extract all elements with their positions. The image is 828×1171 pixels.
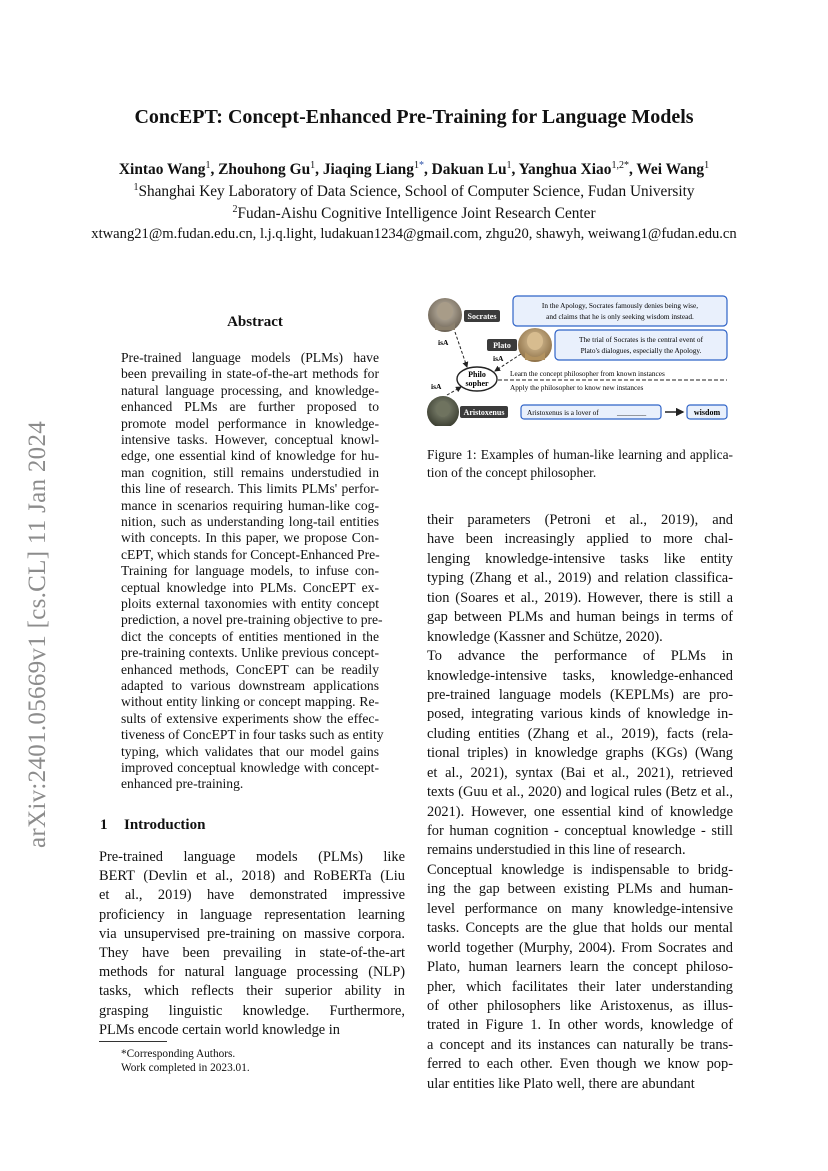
affil-text: Fudan-Aishu Cognitive Intelligence Joint Research Center	[237, 205, 596, 223]
figure-caption	[427, 446, 733, 482]
text-line: Training for language models, to infuse con-	[121, 563, 379, 579]
arxiv-side-stamp: arXiv:2401.05669v1 [cs.CL] 11 Jan 2024	[24, 420, 51, 848]
text-line: lenging knowledge-intensive tasks like entity	[427, 550, 733, 567]
paper-title: ConcEPT: Concept-Enhanced Pre-Training for Language Models	[134, 106, 694, 128]
aristoxenus-portrait	[427, 396, 459, 426]
text-line: have been increasingly applied to more chal-	[427, 531, 733, 548]
concept-label-1: Philo	[468, 370, 486, 379]
corresponding-star[interactable]: *	[418, 160, 424, 171]
text-line: tiveness of ConcEPT in four tasks such as entity	[121, 727, 384, 743]
text-line: tional triples) in knowledge graphs (KGs) (Wang	[427, 745, 733, 762]
text-line: posed, integrating various kinds of knowledge in-	[427, 706, 733, 723]
affiliation	[0, 182, 828, 201]
text-line: typing (Zhang et al., 2019) and relation classifica-	[427, 570, 733, 587]
affil-sup: 2	[232, 204, 238, 215]
box2-line1: The trial of Socrates is the central event of	[579, 335, 703, 344]
plato-portrait	[518, 328, 552, 362]
text-line: BERT (Devlin et al., 2018) and RoBERTa (Liu	[99, 868, 405, 885]
text-line: ceptual knowledge into PLMs. ConcEPT ex-	[121, 579, 379, 595]
caption-line: Figure 1: Examples of human-like learning and applica-	[427, 447, 733, 462]
author-name: Xintao Wang	[118, 161, 206, 179]
text-line: pre-trained language models (KEPLMs) are pro-	[427, 686, 733, 703]
isa-label: isA	[431, 382, 442, 391]
caption-line: tion of the concept philosopher.	[427, 465, 597, 480]
section-number: 1	[100, 817, 108, 833]
text-line: improved conceptual knowledge with concept-	[121, 760, 379, 775]
text-line: remains understudied in this line of research.	[427, 842, 686, 859]
text-line: proficiency in language representation learning	[99, 906, 405, 923]
footnote-rule	[99, 1041, 167, 1042]
author-affil-sup: 1,2*	[611, 160, 629, 171]
affiliation	[0, 204, 828, 223]
text-line: edge, one essential kind of knowledge for hu-	[121, 448, 379, 464]
text-line: enhanced PLMs are further proposed to	[121, 399, 379, 415]
text-line: To advance the performance of PLMs in	[427, 648, 733, 665]
isa-edge-aristoxenus	[447, 387, 461, 395]
text-line: Conceptual knowledge is indispensable to bridg-	[427, 861, 733, 878]
text-line: 2021). However, one essential kind of knowledge	[427, 803, 733, 820]
text-line: grasping linguistic knowledge. Furthermore,	[99, 1002, 405, 1019]
aristoxenus-label: Aristoxenus	[463, 408, 505, 417]
apply-caption: Apply the philosopher to know new instances	[510, 383, 644, 392]
wisdom-label: wisdom	[693, 408, 721, 417]
text-line: nition, such as understanding long-tail entities	[121, 514, 379, 529]
author-emails: xtwang21@m.fudan.edu.cn, l.j.q.light, ludakuan1234@gmail.com, zhgu20, shawyh, weiwang1@fudan.edu.cn	[91, 226, 737, 242]
text-line: world together (Murphy, 2004). From Socrates and	[427, 939, 733, 956]
socrates-portrait	[428, 298, 462, 332]
text-line: They have been prevailing in state-of-the-art	[99, 945, 405, 961]
figure-1-diagram	[425, 292, 735, 426]
text-line: enhanced pre-training.	[121, 776, 244, 792]
text-line: ferred to each other. Even though we know pop-	[427, 1056, 733, 1073]
text-line: a concept and its instances can naturally be trans-	[427, 1036, 733, 1053]
learn-caption: Learn the concept philosopher from known instances	[510, 369, 665, 378]
isa-label: isA	[438, 338, 449, 347]
text-line: adapted to various downstream applications	[121, 678, 379, 693]
footnote: Work completed in 2023.01.	[121, 1062, 250, 1074]
box3-text: Aristoxenus is a lover of	[527, 408, 599, 417]
text-line: man cognition, still remains understudied in	[121, 464, 379, 480]
text-line: natural language processing, and knowledge-	[121, 382, 379, 398]
text-line: enhanced methods, ConcEPT can be readily	[121, 661, 379, 677]
text-line: via unsupervised pre-training on massive corpora.	[99, 925, 405, 942]
text-line: Pre-trained language models (PLMs) like	[99, 849, 405, 865]
text-line: et al., 2019) have demonstrated impressive	[99, 887, 405, 904]
text-line: ing the gap between existing PLMs and human-	[427, 881, 733, 898]
author-name: Jiaqing Liang	[322, 161, 414, 179]
text-line: knowledge-intensive tasks, knowledge-enhanced	[427, 667, 733, 684]
text-line: sults of extensive experiments show the effec-	[121, 710, 379, 726]
isa-label: isA	[493, 354, 504, 363]
box2-line2: Plato's dialogues, especially the Apology.	[580, 346, 702, 355]
author-affil-sup: 1	[310, 160, 316, 171]
author-name: Wei Wang	[636, 161, 705, 179]
text-line: pher, which facilitates their later understanding	[427, 978, 733, 995]
author-name: Zhouhong Gu	[218, 161, 311, 179]
text-line: tasks, which reflects their superior ability in	[99, 983, 405, 1000]
text-line: prediction, a novel pre-training objective to pre-	[121, 612, 383, 628]
text-line: cluding entities (Zhang et al., 2019), facts (rela-	[427, 725, 733, 742]
author-affil-sup: 1	[506, 160, 512, 171]
section-title: Introduction	[124, 817, 206, 833]
text-line: trated in Figure 1. In other words, knowledge of	[427, 1017, 733, 1034]
text-line: been prevailing in state-of-the-art methods for	[121, 366, 379, 382]
text-line: pre-training contexts. Unlike previous concept-	[121, 645, 379, 661]
text-line: without entity linking or concept mapping. Re-	[121, 694, 379, 710]
box3-blank: ________	[617, 408, 647, 417]
author-affil-sup: 1	[704, 160, 710, 171]
text-line: tion (Soares et al., 2019). However, there is still a	[427, 589, 733, 606]
text-line: et al., 2021), syntax (Bai et al., 2021), retrieved	[427, 764, 733, 781]
text-line: PLMs encode certain world knowledge in	[99, 1021, 340, 1038]
text-line: mance in scenarios requiring human-like cog-	[121, 497, 379, 513]
author-affil-sup: 1*	[413, 160, 424, 171]
text-line: cEPT, which stands for Concept-Enhanced Pre-	[121, 546, 380, 562]
text-line: typing, which validates that our model gains	[121, 743, 379, 759]
text-line: intensive tasks. However, conceptual knowl-	[121, 432, 379, 447]
concept-label-2: sopher	[465, 379, 489, 388]
text-line: Pre-trained language models (PLMs) have	[121, 350, 379, 365]
text-line: tasks. Concepts are the glue that holds our mental	[427, 920, 733, 937]
text-line: promote model performance in knowledge-	[121, 415, 379, 431]
text-line: texts (Guu et al., 2020) and logical rules (Betz et al.,	[427, 784, 733, 801]
footnote: *Corresponding Authors.	[121, 1048, 236, 1060]
author-name: Yanghua Xiao	[518, 161, 612, 179]
text-line: gap between PLMs and human beings in terms of	[427, 609, 733, 626]
affil-sup: 1	[133, 182, 139, 193]
box1-line1: In the Apology, Socrates famously denies being wise,	[541, 301, 699, 310]
text-line: level performance on many knowledge-intensive	[427, 900, 733, 917]
text-line: dict the concepts of entities mentioned in the	[121, 628, 379, 644]
text-line: ular entities like Plato well, there are abundant	[427, 1075, 695, 1092]
text-line: methods for natural language processing (NLP)	[99, 964, 405, 981]
text-line: this line of research. This limits PLMs' perfor-	[121, 481, 379, 497]
isa-edge-socrates	[455, 332, 467, 367]
text-line: with concepts. In this paper, we propose Con-	[121, 530, 379, 546]
socrates-label: Socrates	[467, 312, 497, 321]
affil-text: Shanghai Key Laboratory of Data Science, School of Computer Science, Fudan University	[138, 183, 695, 201]
text-line: ploits external taxonomies with entity concept	[121, 596, 379, 611]
section-heading	[100, 817, 205, 834]
text-line: for human cognition - conceptual knowledge - still	[427, 823, 733, 840]
author-name: Dakuan Lu	[431, 161, 507, 179]
plato-label: Plato	[493, 341, 511, 350]
abstract-heading: Abstract	[227, 314, 283, 330]
text-line: of other philosophers like Aristoxenus, as illus-	[427, 998, 733, 1014]
author-list: Xintao Wang$^1$, Zhouhong Gu$^1$, Jiaqing Liang$^{1*}$, Dakuan Lu$^1$, Yanghua Xiao$^{1,2*}$, Wei Wang$^1$	[118, 160, 710, 179]
text-line: knowledge (Kassner and Schütze, 2020).	[427, 628, 663, 645]
text-line: their parameters (Petroni et al., 2019), and	[427, 512, 733, 528]
text-line: Plato, human learners learn the concept philoso-	[427, 959, 733, 976]
author-affil-sup: 1	[205, 160, 211, 171]
box1-line2: and claims that he is only seeking wisdom instead.	[546, 312, 694, 321]
